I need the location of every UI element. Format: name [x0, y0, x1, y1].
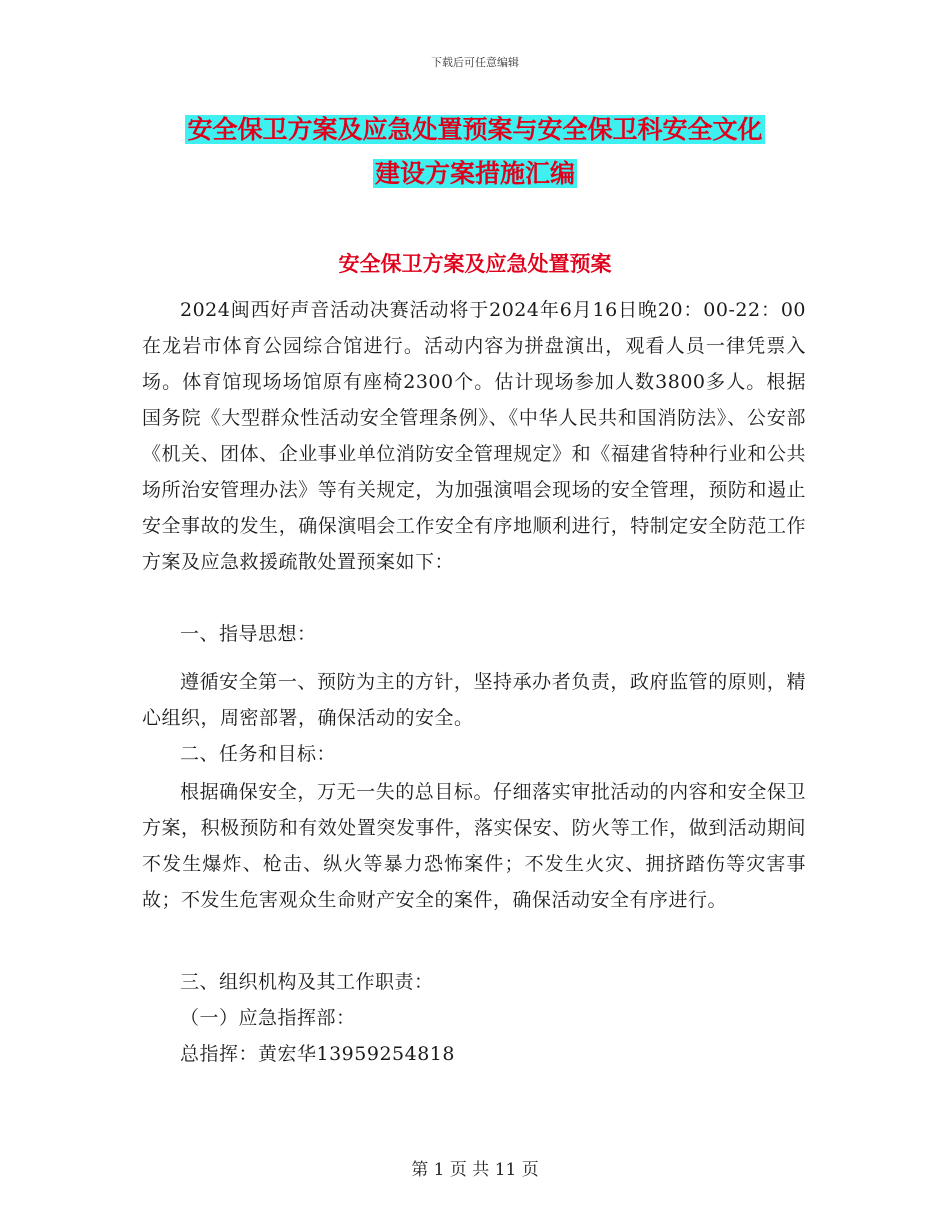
heading-guiding-thought: 一、指导思想：: [180, 623, 317, 645]
title-highlight: 建设方案措施汇编: [374, 159, 575, 188]
document-title-line-1: [0, 114, 950, 146]
section-title: 安全保卫方案及应急处置预案: [338, 252, 612, 276]
page-footer: 第 1 页 共 11 页: [411, 1160, 539, 1180]
document-title-line-2: [0, 158, 950, 190]
title-highlight: 安全保卫方案及应急处置预案与安全保卫科安全文化: [187, 115, 763, 144]
header-note: 下载后可任意编辑: [431, 56, 519, 69]
paragraph-intro: 2024闽西好声音活动决赛活动将于2024年6月16日晚20：00-22：00在龙岩市体育公园综合馆进行。活动内容为拼盘演出，观看人员一律凭票入场。体育馆现场场馆原有座椅2300个。估计现场参加人数3800多人。根据国务院《大型群众性活动安全管理条例》、《中华人民共和国消防法》、公安部《机关、团体、企业事业单位消防安全管理规定》和《福建省特种行业和公共场所治安管理办法》等有关规定，为加强演唱会现场的安全管理，预防和遏止安全事故的发生，确保演唱会工作安全有序地顺利进行，特制定安全防范工作方案及应急救援疏散处置预案如下：: [142, 299, 806, 573]
heading-tasks-goals: 二、任务和目标：: [180, 743, 337, 765]
heading-command-center: （一）应急指挥部：: [180, 1007, 356, 1029]
paragraph-commander: 总指挥：黄宏华13959254818: [180, 1043, 455, 1065]
paragraph-tasks-goals: 根据确保安全，万无一失的总目标。仔细落实审批活动的内容和安全保卫方案，积极预防和有效处置突发事件，落实保安、防火等工作，做到活动期间不发生爆炸、枪击、纵火等暴力恐怖案件；不发生火灾、拥挤踏伤等灾害事故；不发生危害观众生命财产安全的案件，确保活动安全有序进行。: [142, 781, 806, 911]
heading-organization: 三、组织机构及其工作职责：: [180, 971, 434, 993]
paragraph-guiding-thought: 遵循安全第一、预防为主的方针，坚持承办者负责，政府监管的原则，精心组织，周密部署，确保活动的安全。: [142, 671, 806, 729]
